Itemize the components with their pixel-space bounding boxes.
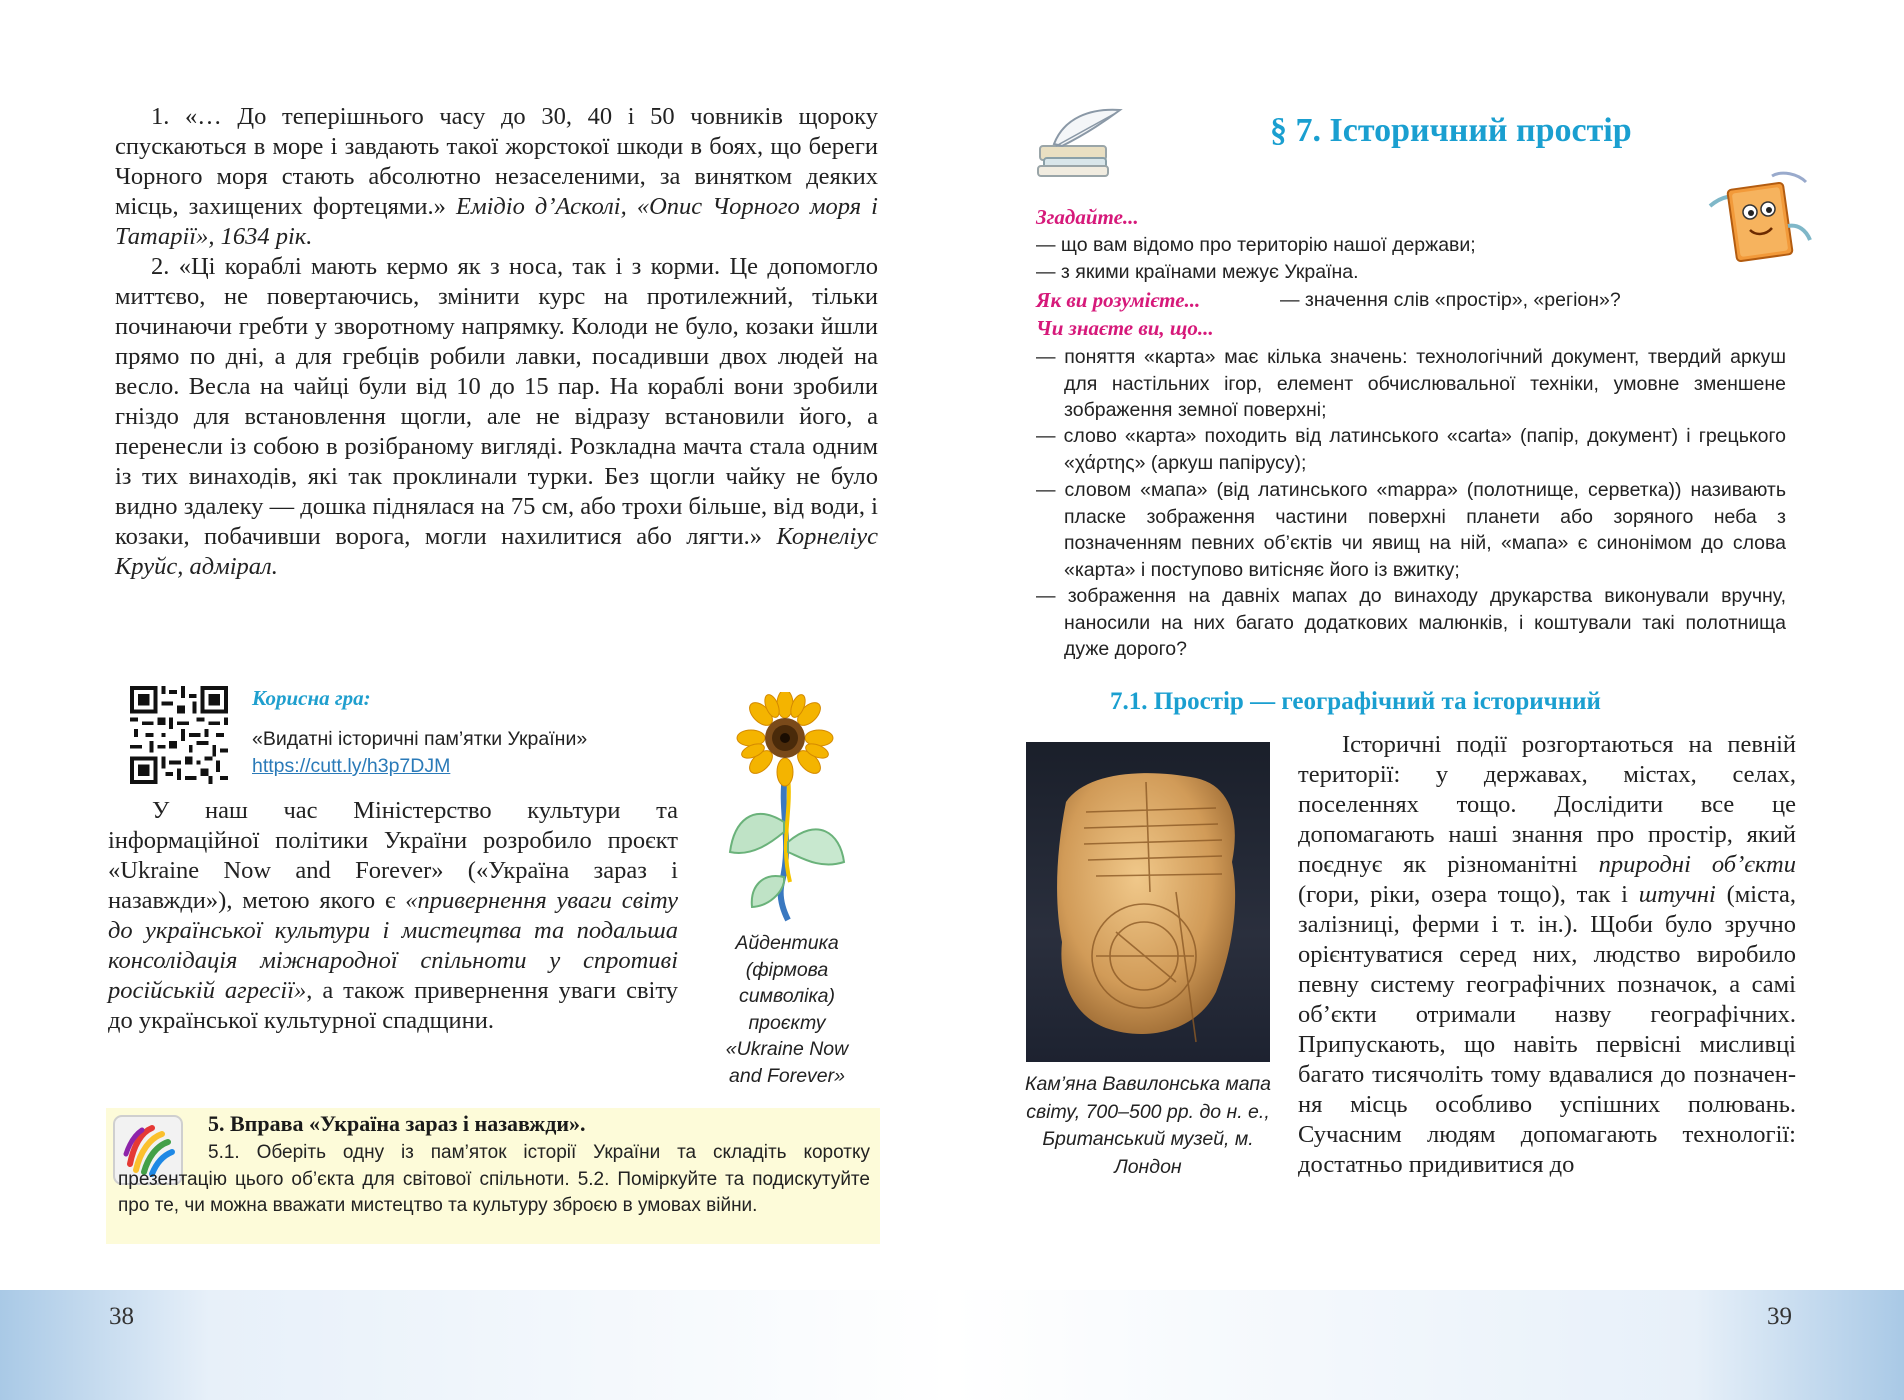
useful-game-title: Корисна гра: [252, 686, 371, 710]
know-heading: Чи знаєте ви, що... [1036, 316, 1214, 340]
remember-item-2: — з якими країнами межує Україна. [1036, 261, 1359, 283]
qr-code-icon[interactable] [130, 686, 228, 784]
page-number-left: 38 [109, 1303, 134, 1330]
quote-2-source: Корнеліус Круйс, адмірал. [115, 523, 878, 580]
exercise-body: 5.1. Оберіть одну із пам’яток історії України та складіть коротку презентацію цього об’єкта для світової спільноти. 5.2. Поміркуйте та подискутуйте про те, чи можна вважати мистецтво та культуру зброєю в умовах війни. [118, 1142, 870, 1216]
babylonian-map-image [1026, 742, 1270, 1062]
know-item-2: — слово «карта» походить від латинського «carta» (папір, документ) і грецького «χάρτης» (аркуш папірусу); [1036, 425, 1786, 474]
quote-1-source: Емідіо д’Асколі, «Опис Чорного моря і Татарії», 1634 рік. [115, 193, 878, 250]
book-character-icon [1702, 166, 1814, 270]
quote-2: 2. «Ці кораблі мають кермо як з носа, так і з корми. Це допомогло миттєво, не повертаючись, змінити курс на протилежний, тільки починаючи гребти у зворотному напрямку. Колоди не було, козаки йшли прямо по дні, а для гребців робили лавки, посадивши двох людей на весло. Весла на чайці були від 10 до 15 пар. На кораблі вони зробили гніздо для встановлення щогли, але не відразу встановили його, а перенесли із собою в розібраному вигляді. Розкладна мачта стала одним із тих винаходів, які так проклинали турки. Без щогли чайку не було видно здалеку — дошка піднялася на 75 см, або трохи більше, від води, і козаки, побачивши ворога, могли нахилитися або лягти.» Корнеліус Круйс, адмірал. [115, 253, 878, 580]
section-title: § 7. Історичний простір [1270, 112, 1632, 149]
know-item-1: — поняття «карта» має кілька значень: технологічний документ, твердий аркуш для настільних ігор, елемент обчислювальної техніки, умовне зменшене зображення земної поверхні; [1036, 346, 1786, 421]
useful-game-name: «Видатні історичні пам’ятки України» [252, 728, 588, 750]
sunflower-caption: Айдентика (фірмова символіка) проєкту «Ukraine Now and Forever» [725, 932, 849, 1087]
clay-tablet-illustration [1026, 742, 1270, 1062]
project-goal-quote: «привернення уваги світу до української культури і мистецтва та подальша консолідація міжнародної спільноти у спротиві російській агресії» [108, 887, 678, 1004]
remember-heading: Згадайте... [1036, 205, 1139, 229]
understand-heading: Як ви розумієте... [1036, 288, 1201, 312]
know-item-3: — словом «мапа» (від латинського «mappa» (полотнище, серветка)) називають пласке зображення частини поверхні планети або зоряного неба з позначенням певних об’єктів чи явищ на ній, «мапа» є синонімом до слова «карта» і поступово витісняє його із вжитку; [1036, 479, 1786, 581]
remember-item-1: — що вам відомо про територію нашої держави; [1036, 234, 1476, 256]
page-number-right: 39 [1767, 1303, 1792, 1330]
quill-books-icon [1034, 104, 1126, 180]
tablet-caption: Кам’яна Вавилонська мапа світу, 700–500 рр. до н. е., Британський музей, м. Лондон [1025, 1073, 1271, 1178]
exercise-title: 5. Вправа «Україна зараз і назавжди». [208, 1111, 586, 1136]
project-paragraph: У наш час Міністерство культури та інформаційної політики України розробило проєкт «Ukraine Now and Forever» («Україна зараз і назавжди»), метою якого є «привернення уваги світу до української культури і мистецтва та подальша консолідація міжнародної спільноти у спротиві російській агресії», а також привернення уваги світу до української культурної спадщини. [108, 797, 678, 1034]
footer-band-right [952, 1290, 1904, 1400]
understand-text: — значення слів «простір», «регіон»? [1280, 289, 1621, 311]
footer-band-left [0, 1290, 952, 1400]
quotes-block [115, 102, 878, 582]
subsection-title: 7.1. Простір — географічний та історичний [1110, 688, 1601, 715]
know-item-4: — зображення на давніх мапах до винаходу друкарства виконували вручну, наносили на них багато додаткових малюнків, і коштували такі полотнища дуже дорого? [1036, 585, 1786, 660]
quote-1: 1. «… До теперішнього часу до 30, 40 і 50 човників щороку спускаються в море і завдають такої жорстокої шкоди в боях, що береги Чорного моря стають абсолютно незаселеними, за винятком деяких місць, захищених фортецями.» Емідіо д’Асколі, «Опис Чорного моря і Татарії», 1634 рік. [115, 103, 878, 250]
sunflower-icon [722, 692, 848, 922]
useful-game-link[interactable]: https://cutt.ly/h3p7DJM [252, 755, 451, 777]
history-space-paragraph: Історичні події розгортаються на певній території: у державах, містах, селах, поселеннях тощо. Дослідити все це допомагають наші знання про простір, який поєднує як різноманітні природні об’єкти (гори, ріки, озера тощо), так і штучні (міста, залізниці, ферми і т. ін.). Щоби було зручно орієнтуватися серед них, людство виробило певну систему географічних позначок, а самі об’єкти отримали назву географічних. Припускають, що навіть первісні мисливці багато тисячоліть тому вдавалися до позначення місць особливо успішних полювань. Сучасним людям допомагають технології: достатньо придивитися до [1298, 731, 1797, 1178]
